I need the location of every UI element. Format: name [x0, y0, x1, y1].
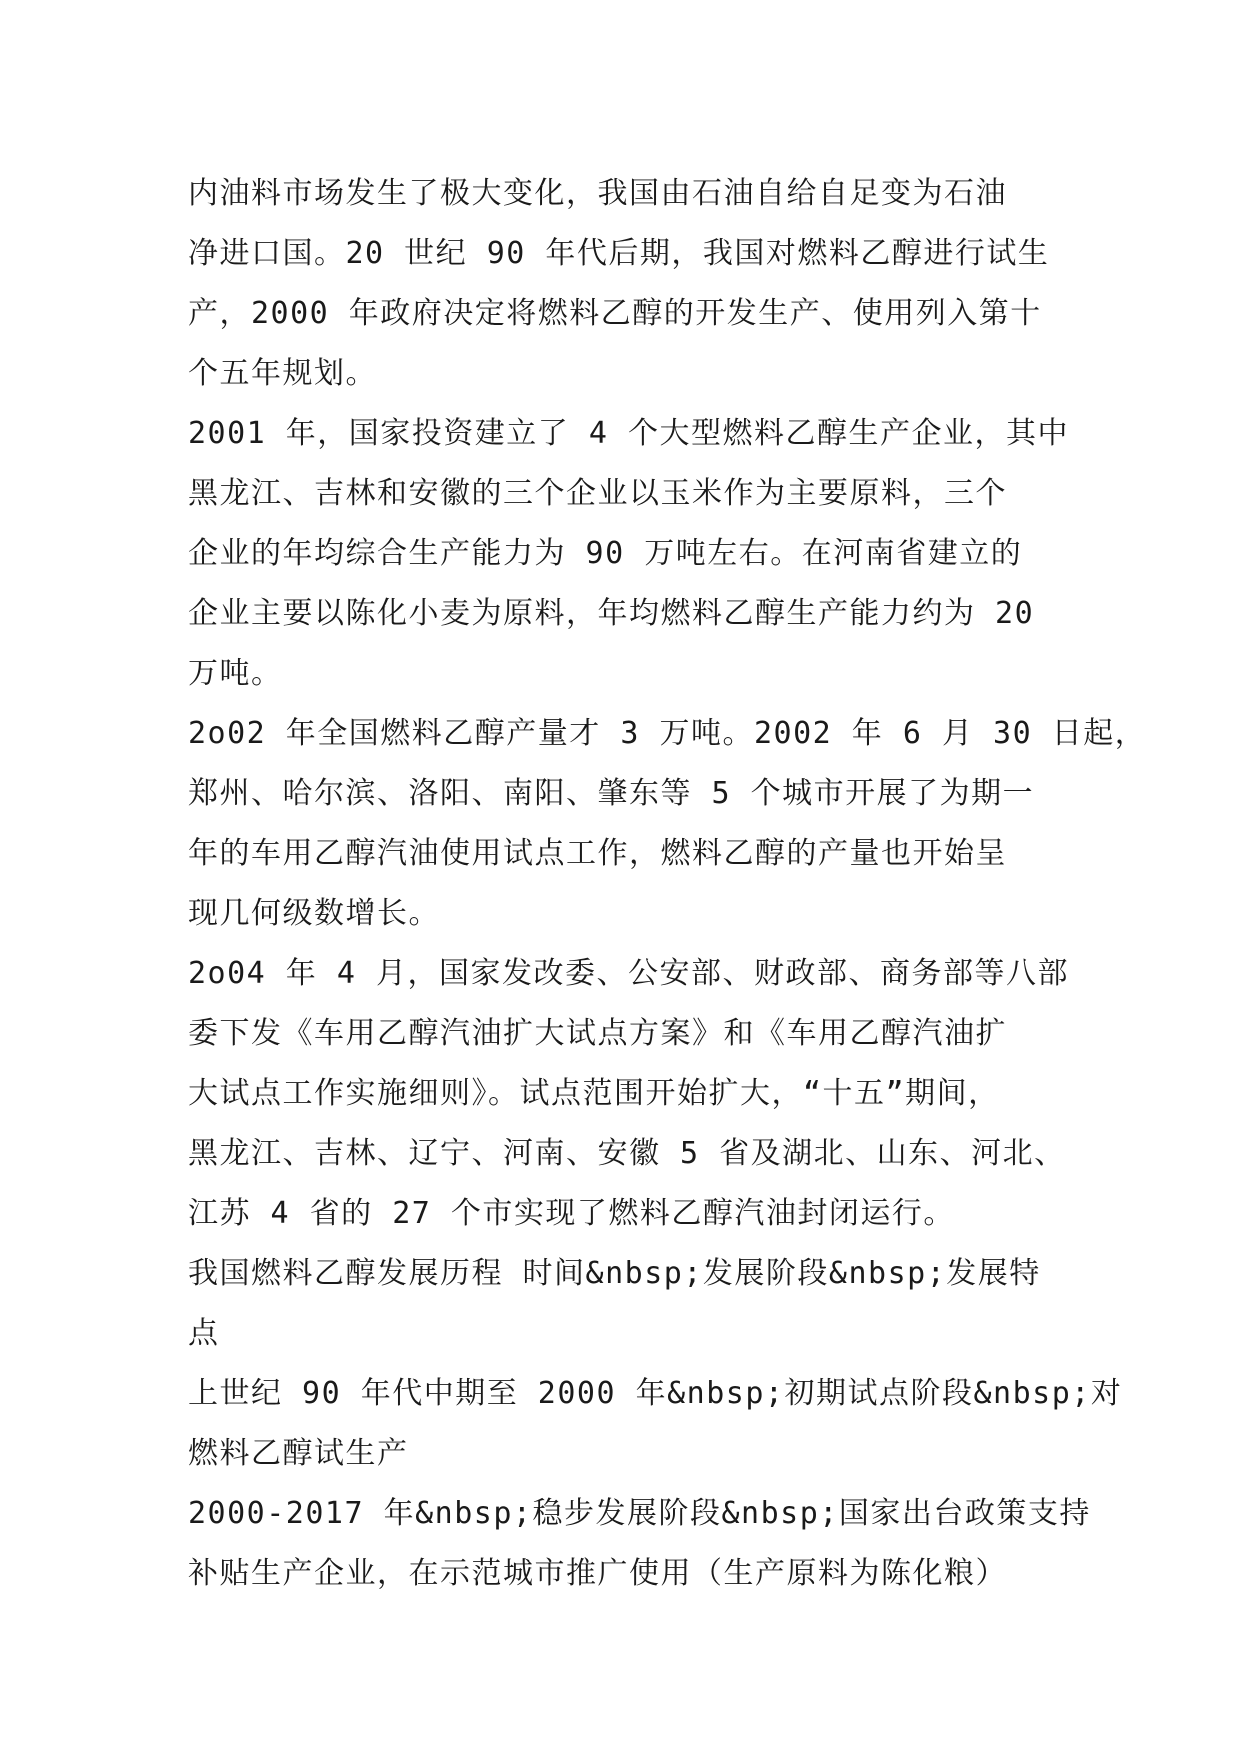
text-line: 内油料市场发生了极大变化，我国由石油自给自足变为石油	[188, 176, 1007, 211]
body-text	[188, 164, 1147, 1604]
text-line: 2001 年，国家投资建立了 4 个大型燃料乙醇生产企业，其中	[188, 416, 1069, 451]
text-line: 黑龙江、吉林和安徽的三个企业以玉米作为主要原料，三个	[188, 476, 1007, 511]
text-line: 大试点工作实施细则》。试点范围开始扩大，“十五”期间，	[188, 1076, 1000, 1111]
text-line: 我国燃料乙醇发展历程 时间&nbsp;发展阶段&nbsp;发展特	[188, 1256, 1041, 1291]
text-line: 点	[188, 1316, 220, 1351]
text-line: 年的车用乙醇汽油使用试点工作，燃料乙醇的产量也开始呈	[188, 836, 1007, 871]
text-line: 2o04 年 4 月，国家发改委、公安部、财政部、商务部等八部	[188, 956, 1069, 991]
text-line: 黑龙江、吉林、辽宁、河南、安徽 5 省及湖北、山东、河北、	[188, 1136, 1066, 1171]
text-line: 补贴生产企业，在示范城市推广使用（生产原料为陈化粮）	[188, 1556, 1007, 1591]
text-line: 净进口国。20 世纪 90 年代后期，我国对燃料乙醇进行试生	[188, 236, 1050, 271]
text-line: 现几何级数增长。	[188, 896, 440, 931]
text-line: 2o02 年全国燃料乙醇产量才 3 万吨。2002 年 6 月 30 日起，	[188, 716, 1147, 751]
text-line: 上世纪 90 年代中期至 2000 年&nbsp;初期试点阶段&nbsp;对	[188, 1376, 1123, 1411]
text-line: 燃料乙醇试生产	[188, 1436, 409, 1471]
text-line: 万吨。	[188, 656, 283, 691]
text-line: 2000-2017 年&nbsp;稳步发展阶段&nbsp;国家出台政策支持	[188, 1496, 1091, 1531]
text-line: 个五年规划。	[188, 356, 377, 391]
text-line: 郑州、哈尔滨、洛阳、南阳、肇东等 5 个城市开展了为期一	[188, 776, 1035, 811]
text-line: 委下发《车用乙醇汽油扩大试点方案》和《车用乙醇汽油扩	[188, 1016, 1007, 1051]
text-line: 产，2000 年政府决定将燃料乙醇的开发生产、使用列入第十	[188, 296, 1042, 331]
text-line: 企业的年均综合生产能力为 90 万吨左右。在河南省建立的	[188, 536, 1023, 571]
text-line: 江苏 4 省的 27 个市实现了燃料乙醇汽油封闭运行。	[188, 1196, 955, 1231]
text-line: 企业主要以陈化小麦为原料，年均燃料乙醇生产能力约为 20	[188, 596, 1035, 631]
